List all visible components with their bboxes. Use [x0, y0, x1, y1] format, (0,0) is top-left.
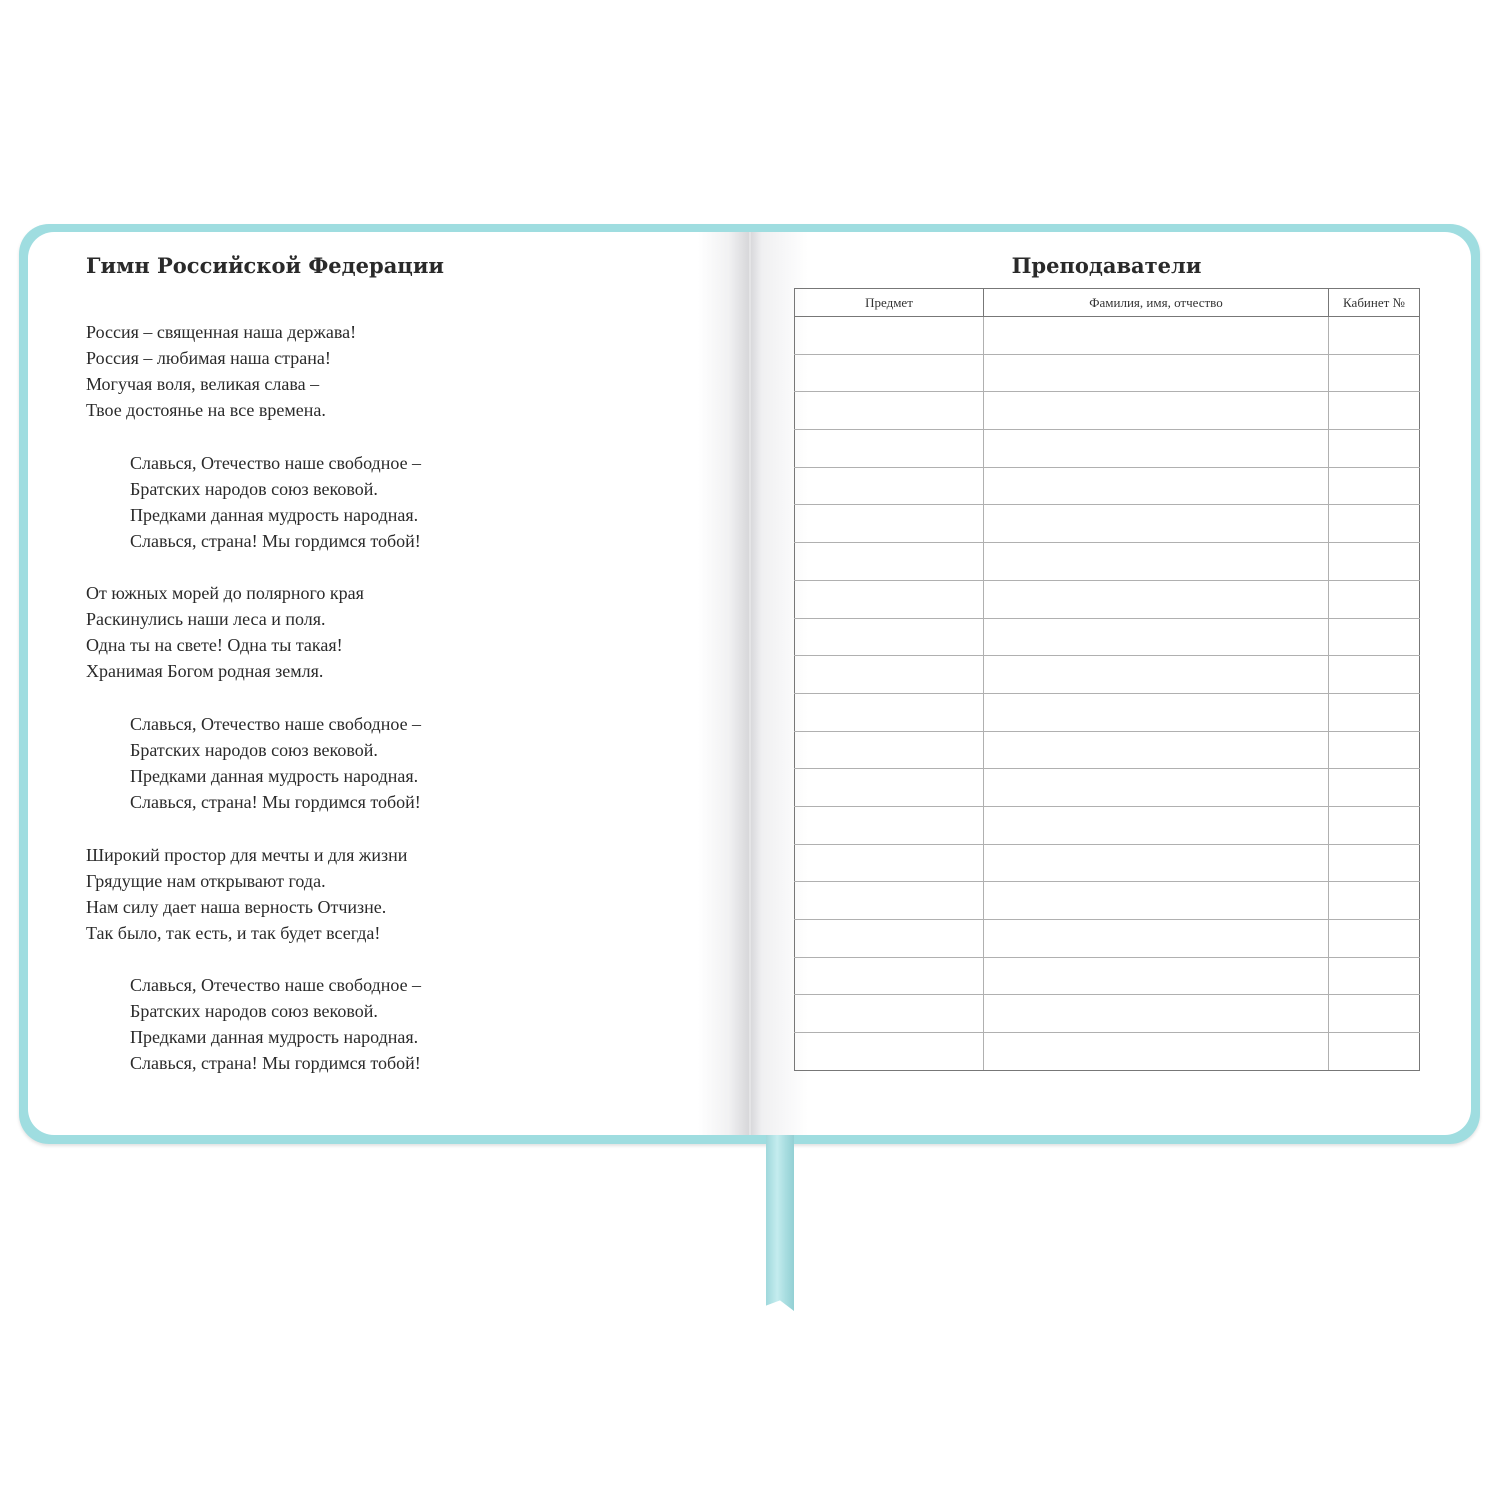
room-cell[interactable] [1329, 505, 1420, 543]
verse-stanza [86, 319, 356, 423]
bookmark-ribbon[interactable] [766, 1133, 794, 1311]
anthem-title: Гимн Российской Федерации [86, 253, 444, 278]
header-room-number: Кабинет № [1329, 289, 1420, 317]
subject-cell[interactable] [795, 995, 984, 1033]
subject-cell[interactable] [795, 656, 984, 694]
table-row [795, 1033, 1420, 1071]
full-name-cell[interactable] [984, 693, 1329, 731]
room-cell[interactable] [1329, 769, 1420, 807]
room-cell[interactable] [1329, 844, 1420, 882]
chorus-stanza [130, 972, 421, 1076]
subject-cell[interactable] [795, 806, 984, 844]
verse-stanza [86, 580, 364, 684]
chorus-line: Братских народов союз вековой. [130, 1001, 378, 1021]
table-row [795, 995, 1420, 1033]
chorus-line: Славься, Отечество наше свободное – [130, 975, 422, 995]
verse-line: Нам силу дает наша верность Отчизне. [86, 897, 387, 917]
room-cell[interactable] [1329, 693, 1420, 731]
subject-cell[interactable] [795, 543, 984, 581]
chorus-line: Предками данная мудрость народная. [130, 766, 419, 786]
full-name-cell[interactable] [984, 731, 1329, 769]
full-name-cell[interactable] [984, 317, 1329, 355]
chorus-line: Предками данная мудрость народная. [130, 1027, 419, 1047]
chorus-line: Славься, Отечество наше свободное – [130, 714, 422, 734]
full-name-cell[interactable] [984, 354, 1329, 392]
room-cell[interactable] [1329, 920, 1420, 958]
chorus-line: Славься, Отечество наше свободное – [130, 453, 422, 473]
full-name-cell[interactable] [984, 844, 1329, 882]
chorus-line: Славься, страна! Мы гордимся тобой! [130, 792, 421, 812]
room-cell[interactable] [1329, 995, 1420, 1033]
room-cell[interactable] [1329, 618, 1420, 656]
table-row [795, 354, 1420, 392]
room-cell[interactable] [1329, 806, 1420, 844]
full-name-cell[interactable] [984, 920, 1329, 958]
subject-cell[interactable] [795, 920, 984, 958]
chorus-line: Славься, страна! Мы гордимся тобой! [130, 1053, 421, 1073]
room-cell[interactable] [1329, 882, 1420, 920]
subject-cell[interactable] [795, 844, 984, 882]
subject-cell[interactable] [795, 354, 984, 392]
verse-line: От южных морей до полярного края [86, 583, 364, 603]
teachers-table-body [795, 317, 1420, 1071]
table-row [795, 920, 1420, 958]
room-cell[interactable] [1329, 354, 1420, 392]
teachers-title: Преподаватели [1011, 253, 1202, 278]
table-row [795, 656, 1420, 694]
page-gutter-shadow [698, 232, 808, 1135]
verse-line: Одна ты на свете! Одна ты такая! [86, 635, 343, 655]
table-row [795, 580, 1420, 618]
page-fold [749, 232, 751, 1135]
subject-cell[interactable] [795, 957, 984, 995]
table-row [795, 392, 1420, 430]
chorus-line: Предками данная мудрость народная. [130, 505, 419, 525]
verse-line: Широкий простор для мечты и для жизни [86, 845, 408, 865]
table-row [795, 543, 1420, 581]
full-name-cell[interactable] [984, 957, 1329, 995]
subject-cell[interactable] [795, 317, 984, 355]
subject-cell[interactable] [795, 392, 984, 430]
full-name-cell[interactable] [984, 882, 1329, 920]
table-row [795, 618, 1420, 656]
room-cell[interactable] [1329, 467, 1420, 505]
room-cell[interactable] [1329, 430, 1420, 468]
room-cell[interactable] [1329, 580, 1420, 618]
full-name-cell[interactable] [984, 392, 1329, 430]
table-row [795, 505, 1420, 543]
chorus-stanza [130, 450, 421, 554]
subject-cell[interactable] [795, 467, 984, 505]
full-name-cell[interactable] [984, 580, 1329, 618]
subject-cell[interactable] [795, 769, 984, 807]
full-name-cell[interactable] [984, 543, 1329, 581]
full-name-cell[interactable] [984, 467, 1329, 505]
full-name-cell[interactable] [984, 806, 1329, 844]
chorus-line: Братских народов союз вековой. [130, 479, 378, 499]
table-row [795, 317, 1420, 355]
chorus-line: Братских народов союз вековой. [130, 740, 378, 760]
room-cell[interactable] [1329, 1033, 1420, 1071]
verse-line: Россия – любимая наша страна! [86, 348, 331, 368]
chorus-stanza [130, 711, 421, 815]
table-header-row [795, 289, 1420, 317]
verse-stanza [86, 842, 407, 946]
verse-line: Твое достоянье на все времена. [86, 400, 326, 420]
subject-cell[interactable] [795, 580, 984, 618]
verse-line: Так было, так есть, и так будет всегда! [86, 923, 381, 943]
full-name-cell[interactable] [984, 656, 1329, 694]
subject-cell[interactable] [795, 1033, 984, 1071]
table-row [795, 806, 1420, 844]
table-row [795, 731, 1420, 769]
table-row [795, 693, 1420, 731]
header-full-name: Фамилия, имя, отчество [984, 289, 1329, 317]
chorus-line: Славься, страна! Мы гордимся тобой! [130, 531, 421, 551]
table-row [795, 430, 1420, 468]
room-cell[interactable] [1329, 543, 1420, 581]
verse-line: Грядущие нам открывают года. [86, 871, 326, 891]
verse-line: Могучая воля, великая слава – [86, 374, 320, 394]
room-cell[interactable] [1329, 392, 1420, 430]
table-row [795, 882, 1420, 920]
subject-cell[interactable] [795, 430, 984, 468]
subject-cell[interactable] [795, 505, 984, 543]
subject-cell[interactable] [795, 693, 984, 731]
subject-cell[interactable] [795, 731, 984, 769]
room-cell[interactable] [1329, 656, 1420, 694]
full-name-cell[interactable] [984, 995, 1329, 1033]
subject-cell[interactable] [795, 882, 984, 920]
table-row [795, 467, 1420, 505]
full-name-cell[interactable] [984, 505, 1329, 543]
subject-cell[interactable] [795, 618, 984, 656]
full-name-cell[interactable] [984, 430, 1329, 468]
header-subject: Предмет [795, 289, 984, 317]
verse-line: Раскинулись наши леса и поля. [86, 609, 326, 629]
table-row [795, 957, 1420, 995]
room-cell[interactable] [1329, 731, 1420, 769]
teachers-table [794, 288, 1420, 1071]
table-row [795, 769, 1420, 807]
room-cell[interactable] [1329, 957, 1420, 995]
table-row [795, 844, 1420, 882]
full-name-cell[interactable] [984, 618, 1329, 656]
verse-line: Хранимая Богом родная земля. [86, 661, 324, 681]
full-name-cell[interactable] [984, 769, 1329, 807]
room-cell[interactable] [1329, 317, 1420, 355]
full-name-cell[interactable] [984, 1033, 1329, 1071]
verse-line: Россия – священная наша держава! [86, 322, 357, 342]
